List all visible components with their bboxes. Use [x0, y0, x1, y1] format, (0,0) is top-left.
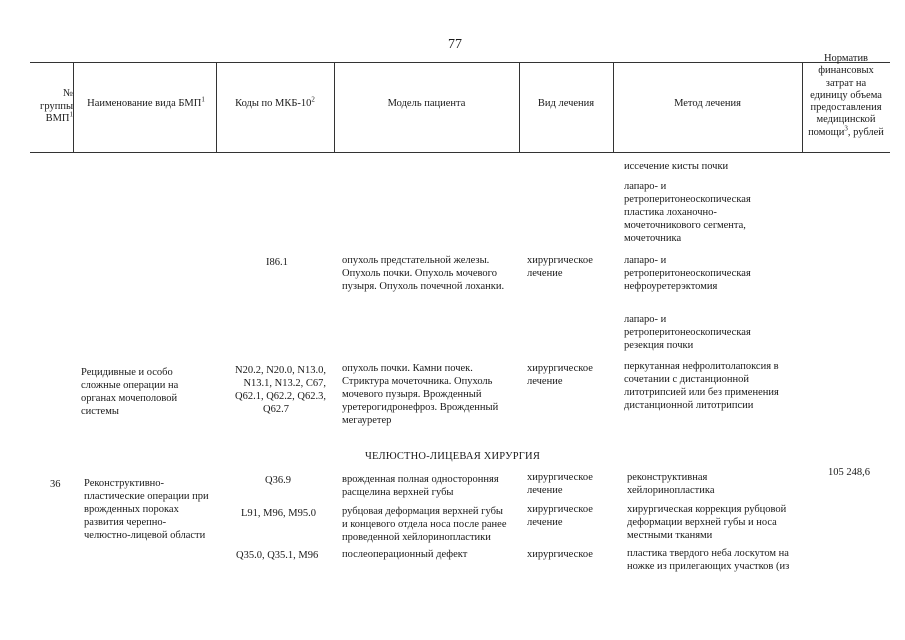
name-reconstructive-line-5: челюстно-лицевой области	[84, 530, 206, 541]
header-bottom-border	[30, 152, 890, 153]
model-recurrent-line-4: уретерогидронефроз. Врожденный	[342, 402, 499, 413]
header-patient-model: Модель пациента	[387, 98, 466, 109]
method-pyeloplasty-line-1: лапаро- и	[624, 181, 667, 192]
header-top-border	[30, 62, 890, 63]
name-recurrent-line-1: Рецидивные и особо	[81, 367, 173, 378]
method-kidney-resection-line-1: лапаро- и	[624, 314, 667, 325]
header-cost-norm-line-7-text: помощи	[808, 126, 845, 138]
header-group-no-line-2: группы	[40, 100, 73, 112]
header-vmp-name-footnote: 1	[201, 95, 205, 104]
header-vmp-name-text: Наименование вида БМП	[87, 98, 202, 109]
method-pyeloplasty-line-3: пластика лоханочно-	[624, 207, 717, 218]
header-mkb-codes-text: Коды по МКБ-10	[235, 98, 312, 109]
method-scar-correction-line-3: местными тканями	[627, 530, 713, 541]
method-nephrolithotripsy-line-2: сочетании с дистанционной	[624, 374, 749, 385]
header-group-no-footnote: 1	[69, 110, 73, 119]
treatment-type-surgical-1-line-2: лечение	[527, 268, 563, 279]
method-scar-correction-line-2: деформации верхней губы и носа	[627, 517, 777, 528]
model-recurrent-line-2: Стриктура мочеточника. Опухоль	[342, 376, 493, 387]
header-cost-norm-line-7-suffix: , рублей	[847, 126, 884, 138]
header-group-no	[30, 88, 73, 126]
header-cost-norm-line-4: единицу объема	[810, 89, 882, 101]
model-cleft-line-1: врожденная полная односторонняя	[342, 474, 499, 485]
method-nephrolithotripsy-line-4: дистанционной литотрипсии	[624, 400, 754, 411]
name-recurrent-line-4: системы	[81, 406, 119, 417]
code-i86: I86.1	[266, 257, 288, 268]
method-nephrolithotripsy-line-1: перкутанная нефролитолапоксия в	[624, 361, 779, 372]
name-recurrent-line-3: органах мочеполовой	[81, 393, 178, 404]
page-number: 77	[448, 37, 462, 52]
name-reconstructive-line-2: пластические операции при	[84, 491, 209, 502]
header-group-no-line-1: №	[62, 88, 73, 99]
treatment-type-surgical-3-line-1: хирургическое	[527, 472, 593, 483]
model-postop-defect: послеоперационный дефект	[342, 549, 468, 560]
treatment-type-surgical-1-line-1: хирургическое	[527, 255, 593, 266]
codes-recurrent-line-3: Q62.1, Q62.2, Q62.3,	[235, 391, 326, 402]
method-cheiloplasty-line-2: хейлоринопластика	[627, 485, 715, 496]
method-nephroureterectomy-line-2: ретроперитонеоскопическая	[624, 268, 751, 279]
method-kidney-resection-line-2: ретроперитонеоскопическая	[624, 327, 751, 338]
method-cheiloplasty-line-1: реконструктивная	[627, 472, 708, 483]
codes-recurrent-line-1: N20.2, N20.0, N13.0,	[235, 365, 326, 376]
name-reconstructive-line-1: Реконструктивно-	[84, 478, 165, 489]
model-prostate-line-3: пузыря. Опухоль почечной лоханки.	[342, 281, 505, 292]
name-recurrent-line-2: сложные операции на	[81, 380, 179, 391]
method-pyeloplasty-line-4: мочеточникового сегмента,	[624, 220, 746, 231]
header-mkb-codes	[216, 95, 334, 111]
method-nephroureterectomy-line-3: нефроуретерэктомия	[624, 281, 718, 292]
method-nephrolithotripsy-line-3: литотрипсией или без применения	[624, 387, 779, 398]
header-cost-norm-line-6: медицинской	[816, 114, 876, 126]
method-pyeloplasty-line-2: ретроперитонеоскопическая	[624, 194, 751, 205]
header-vmp-name	[80, 95, 212, 111]
method-pyeloplasty-line-5: мочеточника	[624, 233, 682, 244]
section-title-maxillofacial: ЧЕЛЮСТНО-ЛИЦЕВАЯ ХИРУРГИЯ	[365, 451, 541, 462]
model-prostate-line-1: опухоль предстательной железы.	[342, 255, 490, 266]
cost-group-36: 105 248,6	[828, 467, 870, 478]
treatment-type-surgical-2-line-2: лечение	[527, 376, 563, 387]
method-nephroureterectomy-line-1: лапаро- и	[624, 255, 667, 266]
model-scar-line-1: рубцовая деформация верхней губы	[342, 506, 503, 517]
treatment-type-surgical-3-line-2: лечение	[527, 485, 563, 496]
header-cost-norm-line-7	[802, 124, 890, 139]
model-recurrent-line-5: мегауретер	[342, 415, 392, 426]
header-treatment-type: Вид лечения	[537, 98, 595, 109]
name-reconstructive-line-4: развития черепно-	[84, 517, 167, 528]
header-cost-norm-line-2: финансовых	[818, 65, 874, 77]
header-group-no-line-3	[30, 110, 73, 126]
codes-l91: L91, M96, M95.0	[241, 508, 316, 519]
header-group-no-line-3-text: ВМП	[45, 113, 70, 124]
header-cost-norm-line-3: затрат на	[825, 77, 867, 89]
treatment-type-surgical-4-line-2: лечение	[527, 517, 563, 528]
method-cyst-excision: иссечение кисты почки	[624, 161, 729, 172]
model-recurrent-line-3: мочевого пузыря. Врожденный	[342, 389, 482, 400]
header-treatment-method: Метод лечения	[674, 98, 741, 109]
name-reconstructive-line-3: врожденных пороках	[84, 504, 179, 515]
treatment-type-surgical-5: хирургическое	[527, 549, 593, 560]
model-prostate-line-2: Опухоль почки. Опухоль мочевого	[342, 268, 497, 279]
method-scar-correction-line-1: хирургическая коррекция рубцовой	[627, 504, 787, 515]
method-palate-line-2: ножке из прилегающих участков (из	[627, 561, 790, 572]
method-kidney-resection-line-3: резекция почки	[624, 340, 694, 351]
code-q36: Q36.9	[265, 475, 291, 486]
codes-recurrent-line-2: N13.1, N13.2, C67,	[243, 378, 326, 389]
group-number-36: 36	[50, 479, 61, 490]
model-recurrent-line-1: опухоль почки. Камни почек.	[342, 363, 473, 374]
model-cleft-line-2: расщелина верхней губы	[342, 487, 454, 498]
model-scar-line-3: проведенной хейлоринопластики	[342, 532, 491, 543]
model-scar-line-2: и концевого отдела носа после ранее	[342, 519, 507, 530]
codes-q35: Q35.0, Q35.1, M96	[236, 550, 319, 561]
header-cost-norm-footnote: 3	[844, 124, 848, 133]
header-cost-norm	[802, 53, 890, 139]
treatment-type-surgical-4-line-1: хирургическое	[527, 504, 593, 515]
treatment-type-surgical-2-line-1: хирургическое	[527, 363, 593, 374]
method-palate-line-1: пластика твердого неба лоскутом на	[627, 548, 789, 559]
codes-recurrent-line-4: Q62.7	[263, 404, 289, 415]
header-cost-norm-line-5: предоставления	[810, 102, 882, 114]
header-cost-norm-line-1: Норматив	[823, 53, 869, 64]
header-mkb-codes-footnote: 2	[311, 95, 315, 104]
col-divider-1	[73, 62, 74, 153]
